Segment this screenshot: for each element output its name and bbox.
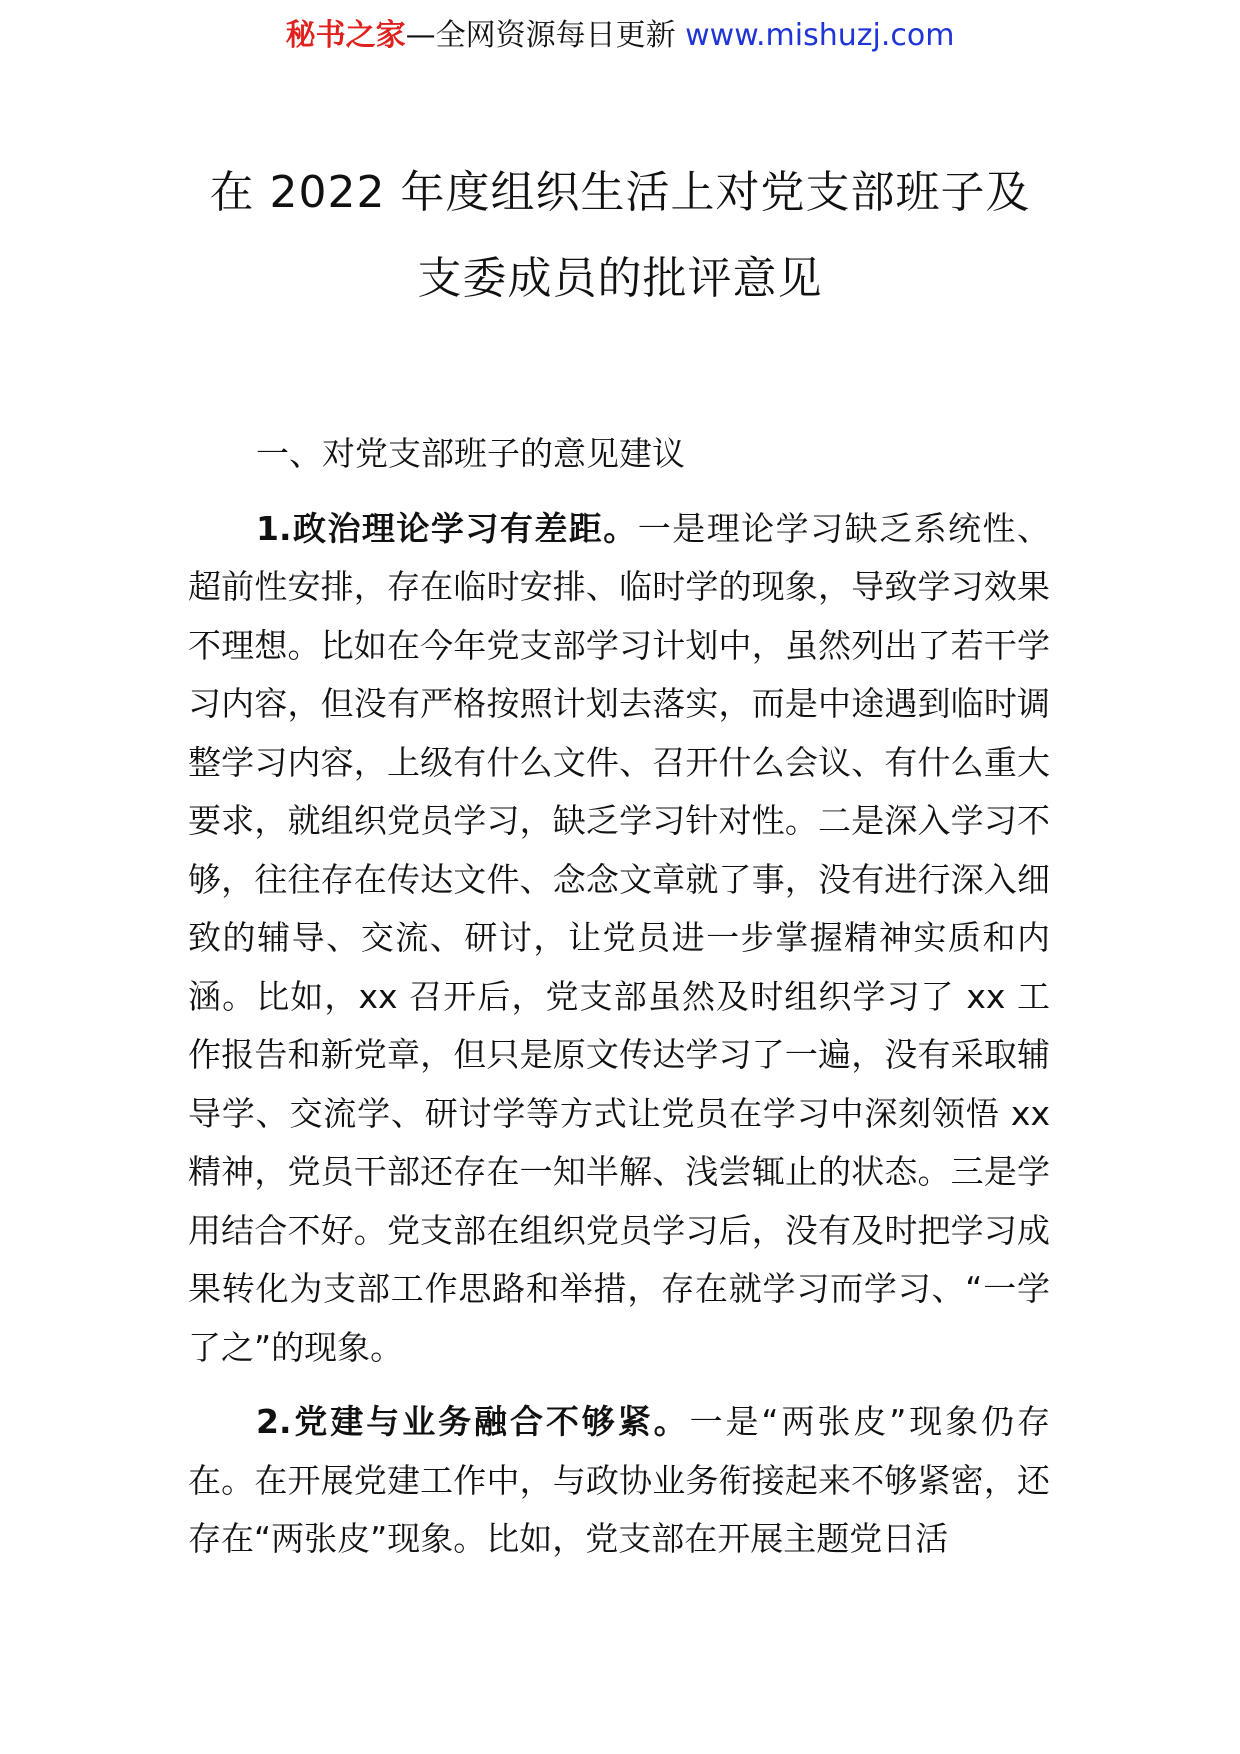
site-brand: 秘书之家 [285,18,406,53]
site-tagline: —全网资源每日更新 [405,18,676,53]
title-line-1: 在 2022 年度组织生活上对党支部班子及 [209,167,1031,218]
paragraph-political-study [188,500,1050,1378]
document-body [188,425,1050,1585]
paragraph-party-business-integration [188,1393,1050,1569]
paragraph-text: 一是理论学习缺乏系统性、超前性安排，存在临时安排、临时学的现象，导致学习效果不理想。比如在今年党支部学习计划中，虽然列出了若干学习内容，但没有严格按照计划去落实，而是中途遇到临时调整学习内容，上级有什么文件、召开什么会议、有什么重大要求，就组织党员学习，缺乏学习针对性。二是深入学习不够，往往存在传达文件、念念文章就了事，没有进行深入细致的辅导、交流、研讨，让党员进一步掌握精神实质和内涵。比如，xx 召开后，党支部虽然及时组织学习了 xx 工作报告和新党章，但只是原文传达学习了一遍，没有采取辅导学、交流学、研讨学等方式让党员在学习中深刻领悟 xx 精神，党员干部还存在一知半解、浅尝辄止的状态。三是学用结合不好。党支部在组织党员学习后，没有及时把学习成果转化为支部工作思路和举措，存在就学习而学习、“一学了之”的现象。 [188,508,1051,1367]
title-line-2: 支委成员的批评意见 [417,253,823,304]
paragraph-lead: 2.党建与业务融合不够紧。 [256,1402,690,1441]
site-url-link[interactable]: www.mishuzj.com [685,18,955,53]
paragraph-text: 一是“两张皮”现象仍存在。在开展党建工作中，与政协业务衔接起来不够紧密，还存在“两张皮”现象。比如，党支部在开展主题党日活 [188,1402,1050,1558]
paragraph-lead: 1.政治理论学习有差距。 [256,508,638,548]
section-heading: 一、对党支部班子的意见建议 [256,434,685,473]
site-header [0,14,1240,58]
document-title [160,150,1080,322]
